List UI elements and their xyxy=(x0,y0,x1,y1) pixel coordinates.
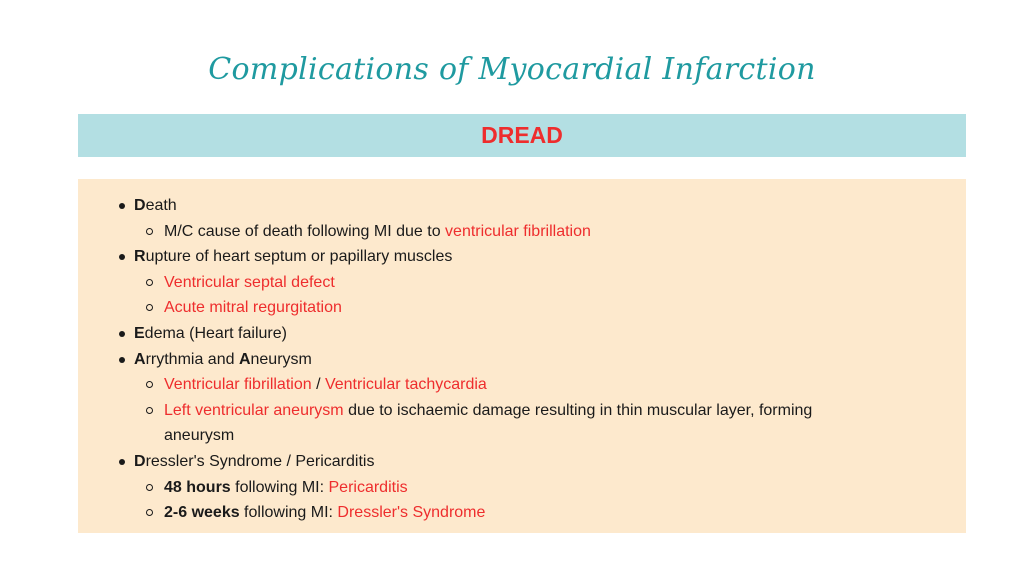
list-item-arrythmia xyxy=(78,347,966,373)
sub-item-text: following MI: xyxy=(230,478,329,496)
highlight-text: Ventricular septal defect xyxy=(164,273,335,291)
highlight-text: Left ventricular aneurysm xyxy=(164,401,344,419)
complication-list xyxy=(78,193,966,526)
sub-item-arrhythmias xyxy=(78,372,966,398)
highlight-text: ventricular fibrillation xyxy=(445,222,591,240)
sub-item-text: following MI: xyxy=(239,504,338,522)
sub-item-mitral xyxy=(78,295,966,321)
item-text: ressler's Syndrome / Pericarditis xyxy=(145,452,375,470)
content-panel xyxy=(78,179,966,533)
time-label: 48 hours xyxy=(164,478,231,496)
item-text: upture of heart septum or papillary muscles xyxy=(145,248,453,266)
sub-item-vsd xyxy=(78,270,966,296)
item-text: rrythmia and xyxy=(145,350,239,368)
time-label: 2-6 weeks xyxy=(164,504,240,522)
list-item-rupture xyxy=(78,244,966,270)
mnemonic-banner xyxy=(78,114,966,157)
list-item-death xyxy=(78,193,966,219)
sub-item-text: due to ischaemic damage resulting in thin muscular layer, forming aneurysm xyxy=(164,401,813,445)
highlight-text: Acute mitral regurgitation xyxy=(164,299,342,317)
item-text: dema (Heart failure) xyxy=(144,324,287,342)
item-text: eath xyxy=(145,197,177,214)
mnemonic-label: DREAD xyxy=(481,122,563,148)
mnemonic-letter: D xyxy=(134,452,146,470)
item-text: neurysm xyxy=(250,350,312,368)
mnemonic-letter: D xyxy=(134,197,146,214)
sub-item-48-hours xyxy=(78,475,966,501)
page-title: Complications of Myocardial Infarction xyxy=(208,52,816,87)
highlight-text: Ventricular tachycardia xyxy=(324,376,487,394)
mnemonic-letter: A xyxy=(238,350,251,368)
sub-item-death-cause xyxy=(78,219,966,245)
highlight-text: Ventricular fibrillation xyxy=(164,376,312,394)
sub-item-aneurysm xyxy=(78,398,966,449)
separator-text: / xyxy=(311,376,325,394)
list-item-dressler xyxy=(78,449,966,475)
highlight-text: Dressler's Syndrome xyxy=(337,504,486,522)
list-item-edema xyxy=(78,321,966,347)
sub-item-2-6-weeks xyxy=(78,500,966,526)
sub-item-text: M/C cause of death following MI due to xyxy=(164,222,446,240)
highlight-text: Pericarditis xyxy=(328,478,408,496)
mnemonic-letter: E xyxy=(134,324,145,342)
mnemonic-letter: R xyxy=(134,248,146,266)
mnemonic-letter: A xyxy=(134,350,146,368)
